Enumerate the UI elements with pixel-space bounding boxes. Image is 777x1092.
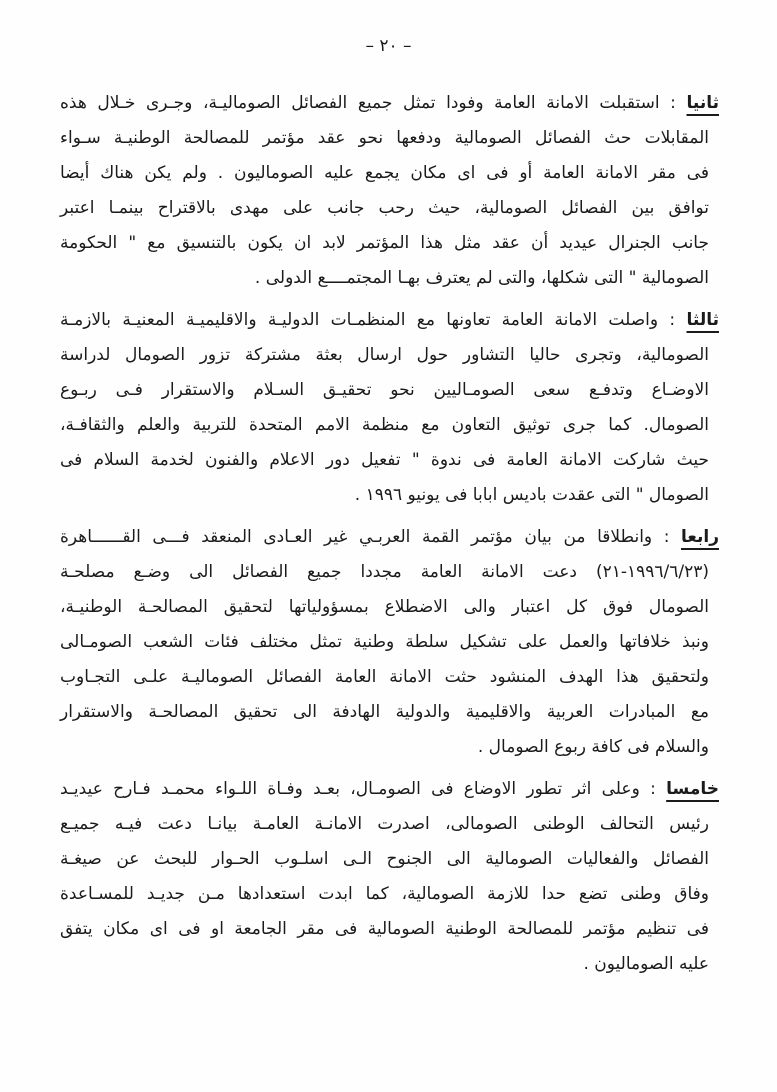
text-line: مع المبادرات العربية والاقليمية والدولية الهادفة الى تحقيق المصالحـة والاستقرار bbox=[60, 702, 709, 722]
text-line: جانب الجنرال عيديد أن عقد مثل هذا المؤتمر لابد ان يكون بالتنسيق مع " الحكومة bbox=[60, 233, 709, 253]
text-line: الصومال " التى عقدت باديس ابابا فى يونيو ١٩٩٦ . bbox=[354, 485, 709, 505]
paragraph-2 bbox=[60, 303, 719, 513]
label-separator: : bbox=[659, 93, 687, 113]
text-line: الصومال فوق كل اعتبار والى الاضطلاع بمسؤولياتها لتحقيق المصالحـة الوطنيـة، bbox=[60, 597, 709, 617]
page-number: – ٢٠ – bbox=[365, 36, 412, 56]
paragraph-label: رابعا bbox=[681, 527, 719, 547]
text-line: الصومالية " التى شكلها، والتى لم يعترف بهـا المجتمــــع الدولى . bbox=[254, 268, 709, 288]
text-line: ‪(١٩٩٦/٦/٢٣-٢١)‬ دعت الامانة العامة مجددا جميع الفصائل الى وضـع مصلحـة bbox=[60, 562, 709, 582]
text-line: رئيس التحالف الوطنى الصومالى، اصدرت الامانـة العامـة بيانـا دعت فيـه جميـع bbox=[60, 814, 709, 834]
text-line: المقابلات حث الفصائل الصومالية ودفعها نحو عقد مؤتمر للمصالحة الوطنيـة سـواء bbox=[60, 128, 709, 148]
text-line: فى مقر الامانة العامة أو فى اى مكان يجمع عليه الصوماليون . ولم يكن هناك أيضا bbox=[60, 163, 709, 183]
text-line: الاوضـاع وتدفـع سعى الصومـاليين نحو تحقيـق السـلام والاستقرار فـى ربـوع bbox=[60, 380, 709, 400]
text-line: الصومال. كما جرى توثيق التعاون مع منظمة الامم المتحدة للتربية والعلم والثقافـة، bbox=[60, 415, 709, 435]
paragraph-label: خامسا bbox=[666, 779, 719, 799]
label-separator: : bbox=[658, 310, 687, 330]
text-line: والسلام فى كافة ربوع الصومال . bbox=[477, 737, 709, 757]
paragraph-1 bbox=[60, 86, 719, 296]
paragraph-label: ثالثا bbox=[686, 310, 719, 330]
paragraph-3 bbox=[60, 520, 719, 765]
line-text: استقبلت الامانة العامة وفودا تمثل جميع الفصائل الصوماليـة، وجـرى خـلال هذه bbox=[60, 93, 660, 113]
text-line: توافق بين الفصائل الصومالية، حيث رحب جانب على مهدى بالاقتراح بينمـا اعتبر bbox=[60, 198, 709, 218]
label-separator: : bbox=[652, 527, 682, 547]
text-line: عليه الصوماليون . bbox=[583, 954, 709, 974]
text-line: فى تنظيم مؤتمر للمصالحة الوطنية الصومالية فى مقر الجامعة او فى اى مكان يتفق bbox=[60, 919, 709, 939]
text-line: الفصائل والفعاليات الصومالية الى الجنوح الـى اسلـوب الحـوار للبحث عن صيغـة bbox=[60, 849, 709, 869]
paragraph-label: ثانيا bbox=[686, 93, 719, 113]
text-line: ونبذ خلافاتها والعمل على تشكيل سلطة وطنية تمثل مختلف فئات الشعب الصومـالى bbox=[60, 632, 709, 652]
text-line bbox=[60, 86, 719, 121]
text-line: وفاق وطنى تضع حدا للازمة الصومالية، كما ابدت استعدادها مـن جديـد للمسـاعدة bbox=[60, 884, 709, 904]
text-line: حيث شاركت الامانة العامة فى ندوة " تفعيل دور الاعلام والفنون لخدمة السلام فى bbox=[60, 450, 709, 470]
text-line bbox=[60, 772, 719, 807]
text-line bbox=[60, 303, 719, 338]
document-paragraphs bbox=[60, 86, 719, 982]
paragraph-4 bbox=[60, 772, 719, 982]
line-text: وعلى اثر تطور الاوضاع فى الصومـال، بعـد وفـاة اللـواء محمـد فـارح عيديـد bbox=[60, 779, 640, 799]
line-text: واصلت الامانة العامة تعاونها مع المنظمـات الدوليـة والاقليميـة المعنيـة بالازمـة bbox=[60, 310, 659, 330]
label-separator: : bbox=[639, 779, 667, 799]
text-line bbox=[60, 520, 719, 555]
text-line: الصومالية، وتجرى حاليا التشاور حول ارسال بعثة مشتركة تزور الصومال لدراسة bbox=[60, 345, 709, 365]
line-text: وانطلاقا من بيان مؤتمر القمة العربـي غير العـادى المنعقد فـــى القــــــاهرة bbox=[60, 527, 653, 547]
text-line: ولتحقيق هذا الهدف المنشود حثت الامانة العامة الفصائل الصوماليـة علـى التجـاوب bbox=[60, 667, 709, 687]
